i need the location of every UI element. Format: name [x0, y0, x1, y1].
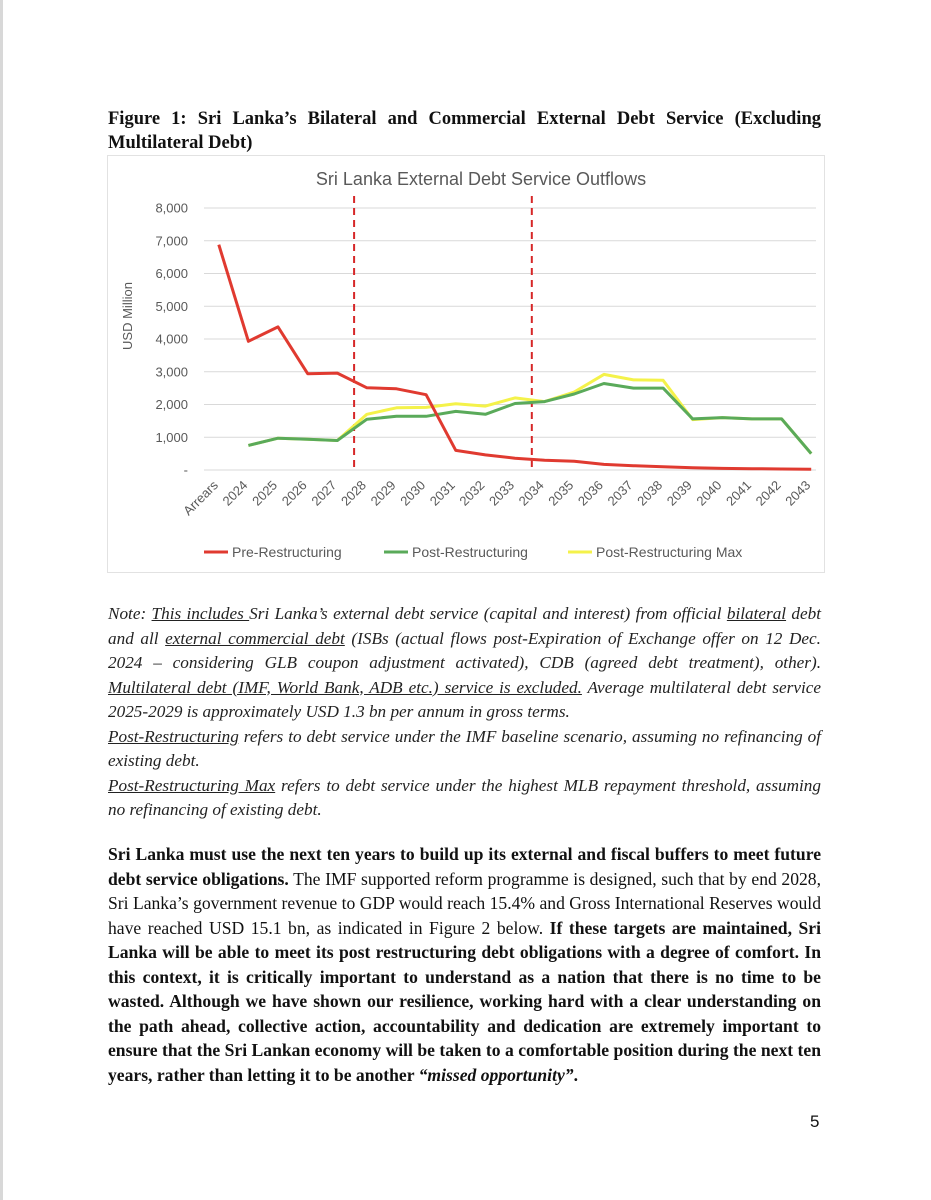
y-tick-label: 8,000: [155, 200, 188, 216]
chart-title: Sri Lanka External Debt Service Outflows: [315, 169, 647, 189]
note-post-restructuring-max-def: refers to debt service under the highest MLB repayment threshold, assuming no refinancing of existing debt.: [108, 775, 821, 819]
x-tick-label: 2029: [367, 477, 399, 509]
x-tick-label: 2024: [219, 477, 251, 509]
body-paragraph: [108, 842, 821, 1087]
body-bold-2: If these targets are maintained, Sri Lanka will be able to meet its post restructuring debt obligations with a degree of comfort. In this context, it is critically important to understand as a nation that there is no time to be wasted. Although we have shown our resilience, working hard with a clear understanding on the path ahead, collective action, accountability and dedication are extremely important to ensure that the Sri Lankan economy will be taken to a comfortable position during the next ten years, rather than letting it to be another: [108, 917, 821, 1085]
body-end: .: [573, 1064, 578, 1085]
y-tick-label: 4,000: [155, 331, 188, 347]
y-axis-label: USD Million: [120, 282, 135, 350]
x-tick-label: Arrears: [180, 477, 221, 519]
body-quote: “missed opportunity”: [418, 1064, 574, 1085]
figure-title: Figure 1: Sri Lanka’s Bilateral and Commercial External Debt Service (Excluding Multilateral Debt): [108, 109, 821, 153]
body-bold-1: Sri Lanka must use the next ten years to build up its external and fiscal buffers to meet future debt service obligations.: [108, 844, 821, 889]
note-bilateral: bilateral: [726, 604, 787, 623]
y-tick-label: 5,000: [155, 298, 188, 314]
page-number: 5: [810, 1112, 820, 1131]
note-text-4: Average multilateral debt service 2025-2029 is approximately USD 1.3 bn per annum in gross terms.: [108, 677, 821, 721]
y-tick-label: -: [183, 462, 188, 478]
note-post-restructuring-max-term: Post-Restructuring Max: [108, 775, 276, 795]
body-text-1: The IMF supported reform programme is designed, such that by end 2028, Sri Lanka’s government revenue to GDP would reach 15.4% and Gross International Reserves would have reached USD 15.1 bn, as indicated in Figure 2 below.: [108, 868, 822, 938]
figure-note: [108, 602, 821, 823]
x-tick-label: 2027: [308, 477, 340, 509]
x-tick-label: 2041: [723, 477, 755, 509]
note-text-3: (ISBs (actual flows post-Expiration of Exchange offer on 12 Dec. 2024 – considering GLB coupon adjustment activated), CDB (agreed debt treatment), other).: [108, 628, 821, 672]
x-tick-label: 2037: [604, 477, 636, 509]
x-tick-label: 2038: [634, 477, 666, 509]
debt-service-chart: [108, 156, 824, 572]
note-multilateral-excluded: Multilateral debt (IMF, World Bank, ADB etc.) service is excluded.: [108, 677, 582, 697]
note-text-1: Sri Lanka’s external debt service (capital and interest) from official: [249, 604, 727, 623]
y-tick-label: 2,000: [155, 397, 188, 412]
x-tick-label: 2031: [426, 477, 458, 509]
x-tick-label: 2035: [545, 477, 577, 509]
x-tick-label: 2036: [574, 477, 606, 509]
x-tick-label: 2040: [693, 477, 725, 509]
x-tick-label: 2026: [278, 477, 310, 509]
x-tick-label: 2042: [752, 477, 784, 509]
x-tick-label: 2030: [397, 477, 429, 509]
page-edge: [0, 0, 3, 1200]
y-tick-label: 7,000: [155, 233, 188, 249]
y-tick-label: 3,000: [155, 364, 188, 380]
chart-frame: [107, 155, 825, 573]
x-tick-label: 2034: [515, 477, 547, 509]
x-tick-label: 2025: [249, 477, 281, 509]
note-this-includes: This includes: [151, 604, 250, 623]
legend-label-post-restructuring-max: Post-Restructuring Max: [596, 544, 743, 560]
x-tick-label: 2043: [782, 477, 814, 509]
x-tick-label: 2039: [663, 477, 695, 509]
x-tick-label: 2032: [456, 477, 488, 509]
legend-label-post-restructuring: Post-Restructuring: [412, 544, 528, 560]
note-external-commercial-debt: external commercial debt: [165, 628, 345, 648]
series-line-post-restructuring: [248, 384, 811, 454]
y-tick-label: 6,000: [155, 266, 188, 281]
x-tick-label: 2028: [337, 477, 370, 509]
note-post-restructuring-def: refers to debt service under the IMF baseline scenario, assuming no refinancing of existing debt.: [108, 726, 821, 770]
note-post-restructuring-term: Post-Restructuring: [108, 726, 239, 746]
legend-label-pre-restructuring: Pre-Restructuring: [232, 544, 342, 560]
y-tick-label: 1,000: [155, 429, 188, 445]
note-text-2: debt and all: [108, 604, 822, 648]
series-line-pre-restructuring: [219, 245, 811, 470]
note-prefix: Note:: [108, 604, 152, 623]
x-tick-label: 2033: [486, 477, 518, 509]
